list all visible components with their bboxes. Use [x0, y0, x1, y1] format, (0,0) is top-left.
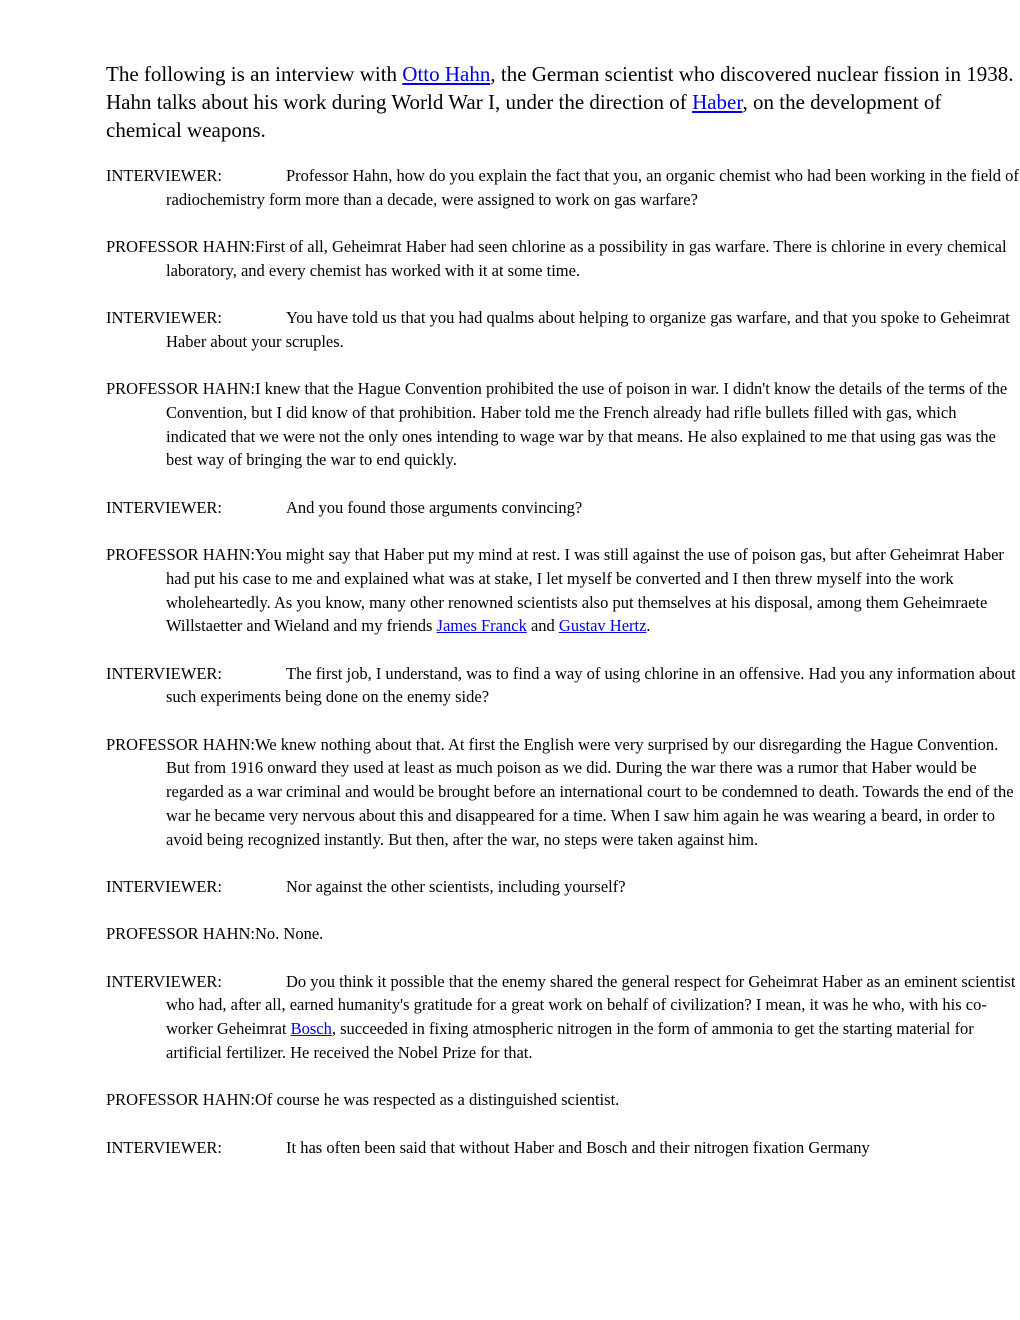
intro-text: , the German scientist who discovered nuclear fission in 1938. Hahn talks about his work during World War I, under the direction of: [106, 62, 1014, 114]
hahn-answer: [106, 543, 1020, 638]
james-franck-link[interactable]: James Franck: [436, 616, 527, 636]
interviewer-question: [106, 306, 1020, 353]
dialogue-text: You have told us that you had qualms about helping to organize gas warfare, and that you spoke to Geheimrat Haber about your scruples.: [166, 308, 1010, 351]
otto-hahn-link[interactable]: Otto Hahn: [402, 62, 491, 86]
dialogue-text: We knew nothing about that. At first the English were very surprised by our disregarding the Hague Convention. But from 1916 onward they used at least as much poison as we did. During the war there was a rumor that Haber would be regarded as a war criminal and would be brought before an international court to be condemned to death. Towards the end of the war he became very nervous about this and disappeared for a time. When I saw him again he was wearing a beard, in order to avoid being recognized instantly. But then, after the war, no steps were taken against him.: [166, 734, 1014, 849]
interviewer-question: [106, 164, 1020, 211]
speaker-label: INTERVIEWER:: [106, 876, 222, 896]
dialogue-text: .: [646, 616, 651, 636]
hahn-answer: [106, 235, 1020, 282]
speaker-label: PROFESSOR HAHN:: [106, 734, 255, 754]
hahn-answer: [106, 733, 1020, 852]
dialogue-text: No. None.: [255, 924, 324, 944]
hahn-answer: [106, 922, 1020, 946]
hahn-answer: [106, 377, 1020, 472]
intro-text: The following is an interview with: [106, 62, 403, 86]
interviewer-question: [106, 662, 1020, 709]
interviewer-question: [106, 875, 1020, 899]
interviewer-question: [106, 970, 1020, 1065]
interviewer-question: [106, 496, 1020, 520]
dialogue-text: Professor Hahn, how do you explain the fact that you, an organic chemist who had been working in the field of radiochemistry form more than a decade, were assigned to work on gas warfare?: [166, 166, 1019, 209]
speaker-label: INTERVIEWER:: [106, 308, 222, 328]
speaker-label: PROFESSOR HAHN:: [106, 545, 255, 565]
document-page: [106, 60, 1020, 1183]
speaker-label: INTERVIEWER:: [106, 166, 222, 185]
dialogue-text: Of course he was respected as a distinguished scientist.: [255, 1090, 620, 1110]
speaker-label: PROFESSOR HAHN:: [106, 237, 255, 257]
dialogue-text: Do you think it possible that the enemy shared the general respect for Geheimrat Haber as an eminent scientist who had, after all, earned humanity's gratitude for a great work on behalf of civilization? I mean, it was he who, with his co-worker Geheimrat: [166, 971, 1016, 1039]
speaker-label: PROFESSOR HAHN:: [106, 924, 255, 944]
dialogue-text: First of all, Geheimrat Haber had seen chlorine as a possibility in gas warfare. There is chlorine in every chemical laboratory, and every chemist has worked with it at some time.: [166, 237, 1007, 280]
haber-link[interactable]: Haber: [692, 90, 743, 114]
intro-paragraph: [106, 60, 1020, 144]
gustav-hertz-link[interactable]: Gustav Hertz: [558, 616, 647, 636]
dialogue-text: , succeeded in fixing atmospheric nitrogen in the form of ammonia to get the starting material for artificial fertilizer. He received the Nobel Prize for that.: [166, 1019, 974, 1062]
speaker-label: PROFESSOR HAHN:: [106, 379, 255, 399]
dialogue-text: You might say that Haber put my mind at rest. I was still against the use of poison gas, but after Geheimrat Haber had put his case to me and explained what was at stake, I let myself be converted and I then threw myself into the work wholeheartedly. As you know, many other renowned scientists also put themselves at his disposal, among them Geheimraete Willstaetter and Wieland and my friends: [166, 545, 1004, 636]
bosch-link[interactable]: Bosch: [290, 1019, 332, 1039]
speaker-label: INTERVIEWER:: [106, 663, 222, 683]
intro-text: , on the development of chemical weapons.: [106, 90, 942, 142]
dialogue-text: I knew that the Hague Convention prohibited the use of poison in war. I didn't know the details of the terms of the Convention, but I did know of that prohibition. Haber told me the French already had rifle bullets filled with gas, which indicated that we were not the only ones intending to wage war by that means. He also explained to me that using gas was the best way of bringing the war to end quickly.: [166, 379, 1008, 470]
dialogue-text: The first job, I understand, was to find a way of using chlorine in an offensive. Had you any information about such experiments being done on the enemy side?: [166, 663, 1016, 707]
dialogue-text: and: [526, 616, 559, 636]
speaker-label: INTERVIEWER:: [106, 971, 222, 991]
dialogue-text: It has often been said that without Haber and Bosch and their nitrogen fixation Germany: [286, 1137, 870, 1157]
dialogue-text: Nor against the other scientists, including yourself?: [286, 876, 626, 896]
dialogue-text: And you found those arguments convincing?: [286, 497, 583, 517]
speaker-label: INTERVIEWER:: [106, 497, 222, 517]
interviewer-question: [106, 1136, 1020, 1160]
speaker-label: PROFESSOR HAHN:: [106, 1090, 255, 1110]
hahn-answer: [106, 1088, 1020, 1112]
speaker-label: INTERVIEWER:: [106, 1137, 222, 1157]
